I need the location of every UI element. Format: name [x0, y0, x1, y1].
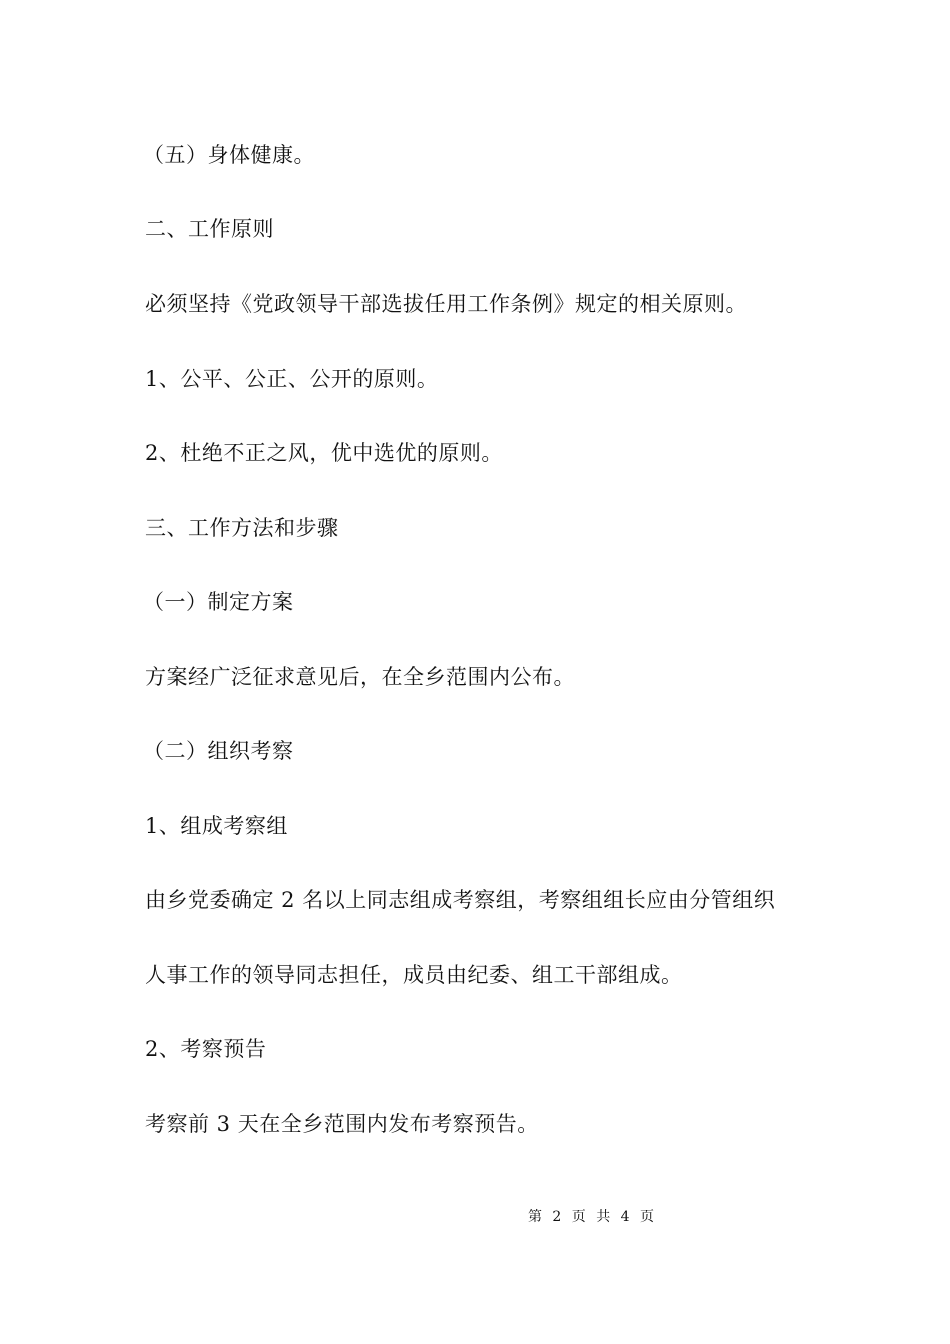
section-heading-2: 二、工作原则 — [145, 217, 274, 241]
text-line-12: 人事工作的领导同志担任，成员由纪委、组工干部组成。 — [145, 963, 683, 987]
text-line-1: （五）身体健康。 — [143, 143, 315, 167]
text-line-11: 由乡党委确定 2 名以上同志组成考察组，考察组组长应由分管组织 — [145, 888, 776, 912]
text-line-13: 2、考察预告 — [145, 1037, 267, 1061]
subsection-heading-2: （二）组织考察 — [143, 739, 294, 763]
text-line-3: 必须坚持《党政领导干部选拔任用工作条例》规定的相关原则。 — [145, 292, 747, 316]
section-heading-3: 三、工作方法和步骤 — [145, 516, 339, 540]
text-line-10: 1、组成考察组 — [145, 814, 288, 838]
text-line-4: 1、公平、公正、公开的原则。 — [145, 367, 439, 391]
text-line-14: 考察前 3 天在全乡范围内发布考察预告。 — [145, 1112, 539, 1136]
page-footer: 第 2 页 共 4 页 — [527, 1209, 658, 1225]
subsection-heading-1: （一）制定方案 — [143, 590, 294, 614]
text-line-8: 方案经广泛征求意见后，在全乡范围内公布。 — [145, 665, 575, 689]
text-line-5: 2、杜绝不正之风，优中选优的原则。 — [145, 441, 503, 465]
